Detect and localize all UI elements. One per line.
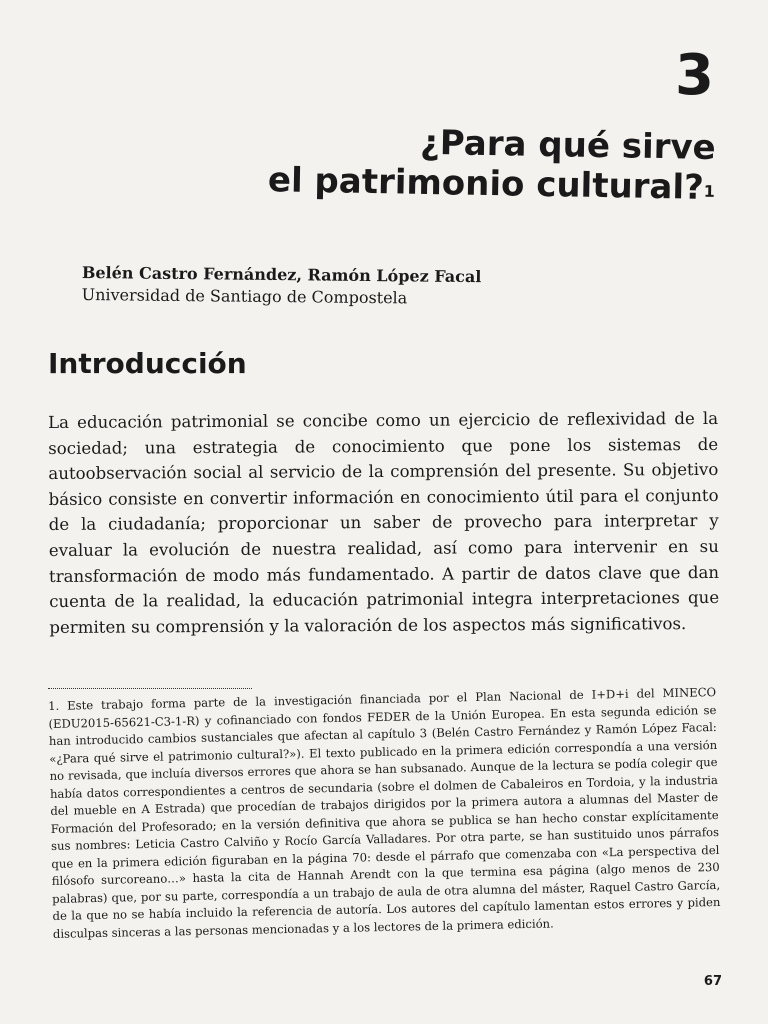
chapter-title-line-2-text: el patrimonio cultural? <box>267 160 705 208</box>
body-paragraph: La educación patrimonial se concibe como un ejercicio de reflexividad de la sociedad; una estrategia de conocimiento que pone los sistemas de autoobservación social al servicio de la comprensión del presente. Su objetivo básico consiste en convertir información en conocimiento útil para el conjunto de la ciudadanía; proporcionar un saber de provecho para interpretar y evaluar la evolución de nuestra realidad, así como para intervenir en su transformación de modo más fundamentado. A partir de datos clave que dan cuenta de la realidad, la educación patrimonial integra interpretaciones que permiten su comprensión y la valoración de los aspectos más significativos. <box>48 408 720 637</box>
chapter-title-line-1: ¿Para qué sirve <box>419 122 716 168</box>
chapter-title-line-2 <box>155 158 716 208</box>
section-heading: Introducción <box>48 347 247 380</box>
author-block <box>82 262 482 310</box>
author-names: Belén Castro Fernández, Ramón López Facal <box>81 262 482 287</box>
footnote-divider <box>48 688 252 689</box>
title-footnote-ref[interactable]: 1 <box>703 181 716 201</box>
author-affiliation: Universidad de Santiago de Compostela <box>81 284 408 308</box>
chapter-number: 3 <box>675 43 714 108</box>
chapter-title <box>155 118 716 208</box>
footnote: 1. Este trabajo forma parte de la investigación financiada por el Plan Nacional de I+D+i del MINECO (EDU2015-65621-C3-1-R) y cofinanciado con fondos FEDER de la Unión Europea. En esta segunda edición se han introducido cambios sustanciales que afectan al capítulo 3 (Belén Castro Fernández y Ramón López Facal: «¿Para qué sirve el patrimonio cultural?»). El texto publicado en la primera edición correspondía a una versión no revisada, que incluía diversos errores que ahora se han subsanado. Aunque de la lectura se podía colegir que había datos correspondientes a centros de secundaria (sobre el dolmen de Cabaleiros en Tordoia, y la industria del mueble en A Estrada) que procedían de trabajos dirigidos por la primera autora a alumnas del Master de Formación del Profesorado; en la versión definitiva que ahora se publica se han hecho constar explícitamente sus nombres: Leticia Castro Calviño y Rocío García Valladares. Por otra parte, se han sustituido unos párrafos que en la primera edición figuraban en la página 70: desde el párrafo que comenzaba con «La perspectiva del filósofo surcoreano…» hasta la cita de Hannah Arendt con la que termina esa página (algo menos de 230 palabras) que, por su parte, correspondía a un trabajo de aula de otra alumna del máster, Raquel Castro García, de la que no se había incluido la referencia de autoría. Los autores del capítulo lamentan estos errores y piden disculpas sinceras a las personas mencionadas y a los lectores de la primera edición. <box>48 685 721 941</box>
page-number: 67 <box>703 974 722 989</box>
